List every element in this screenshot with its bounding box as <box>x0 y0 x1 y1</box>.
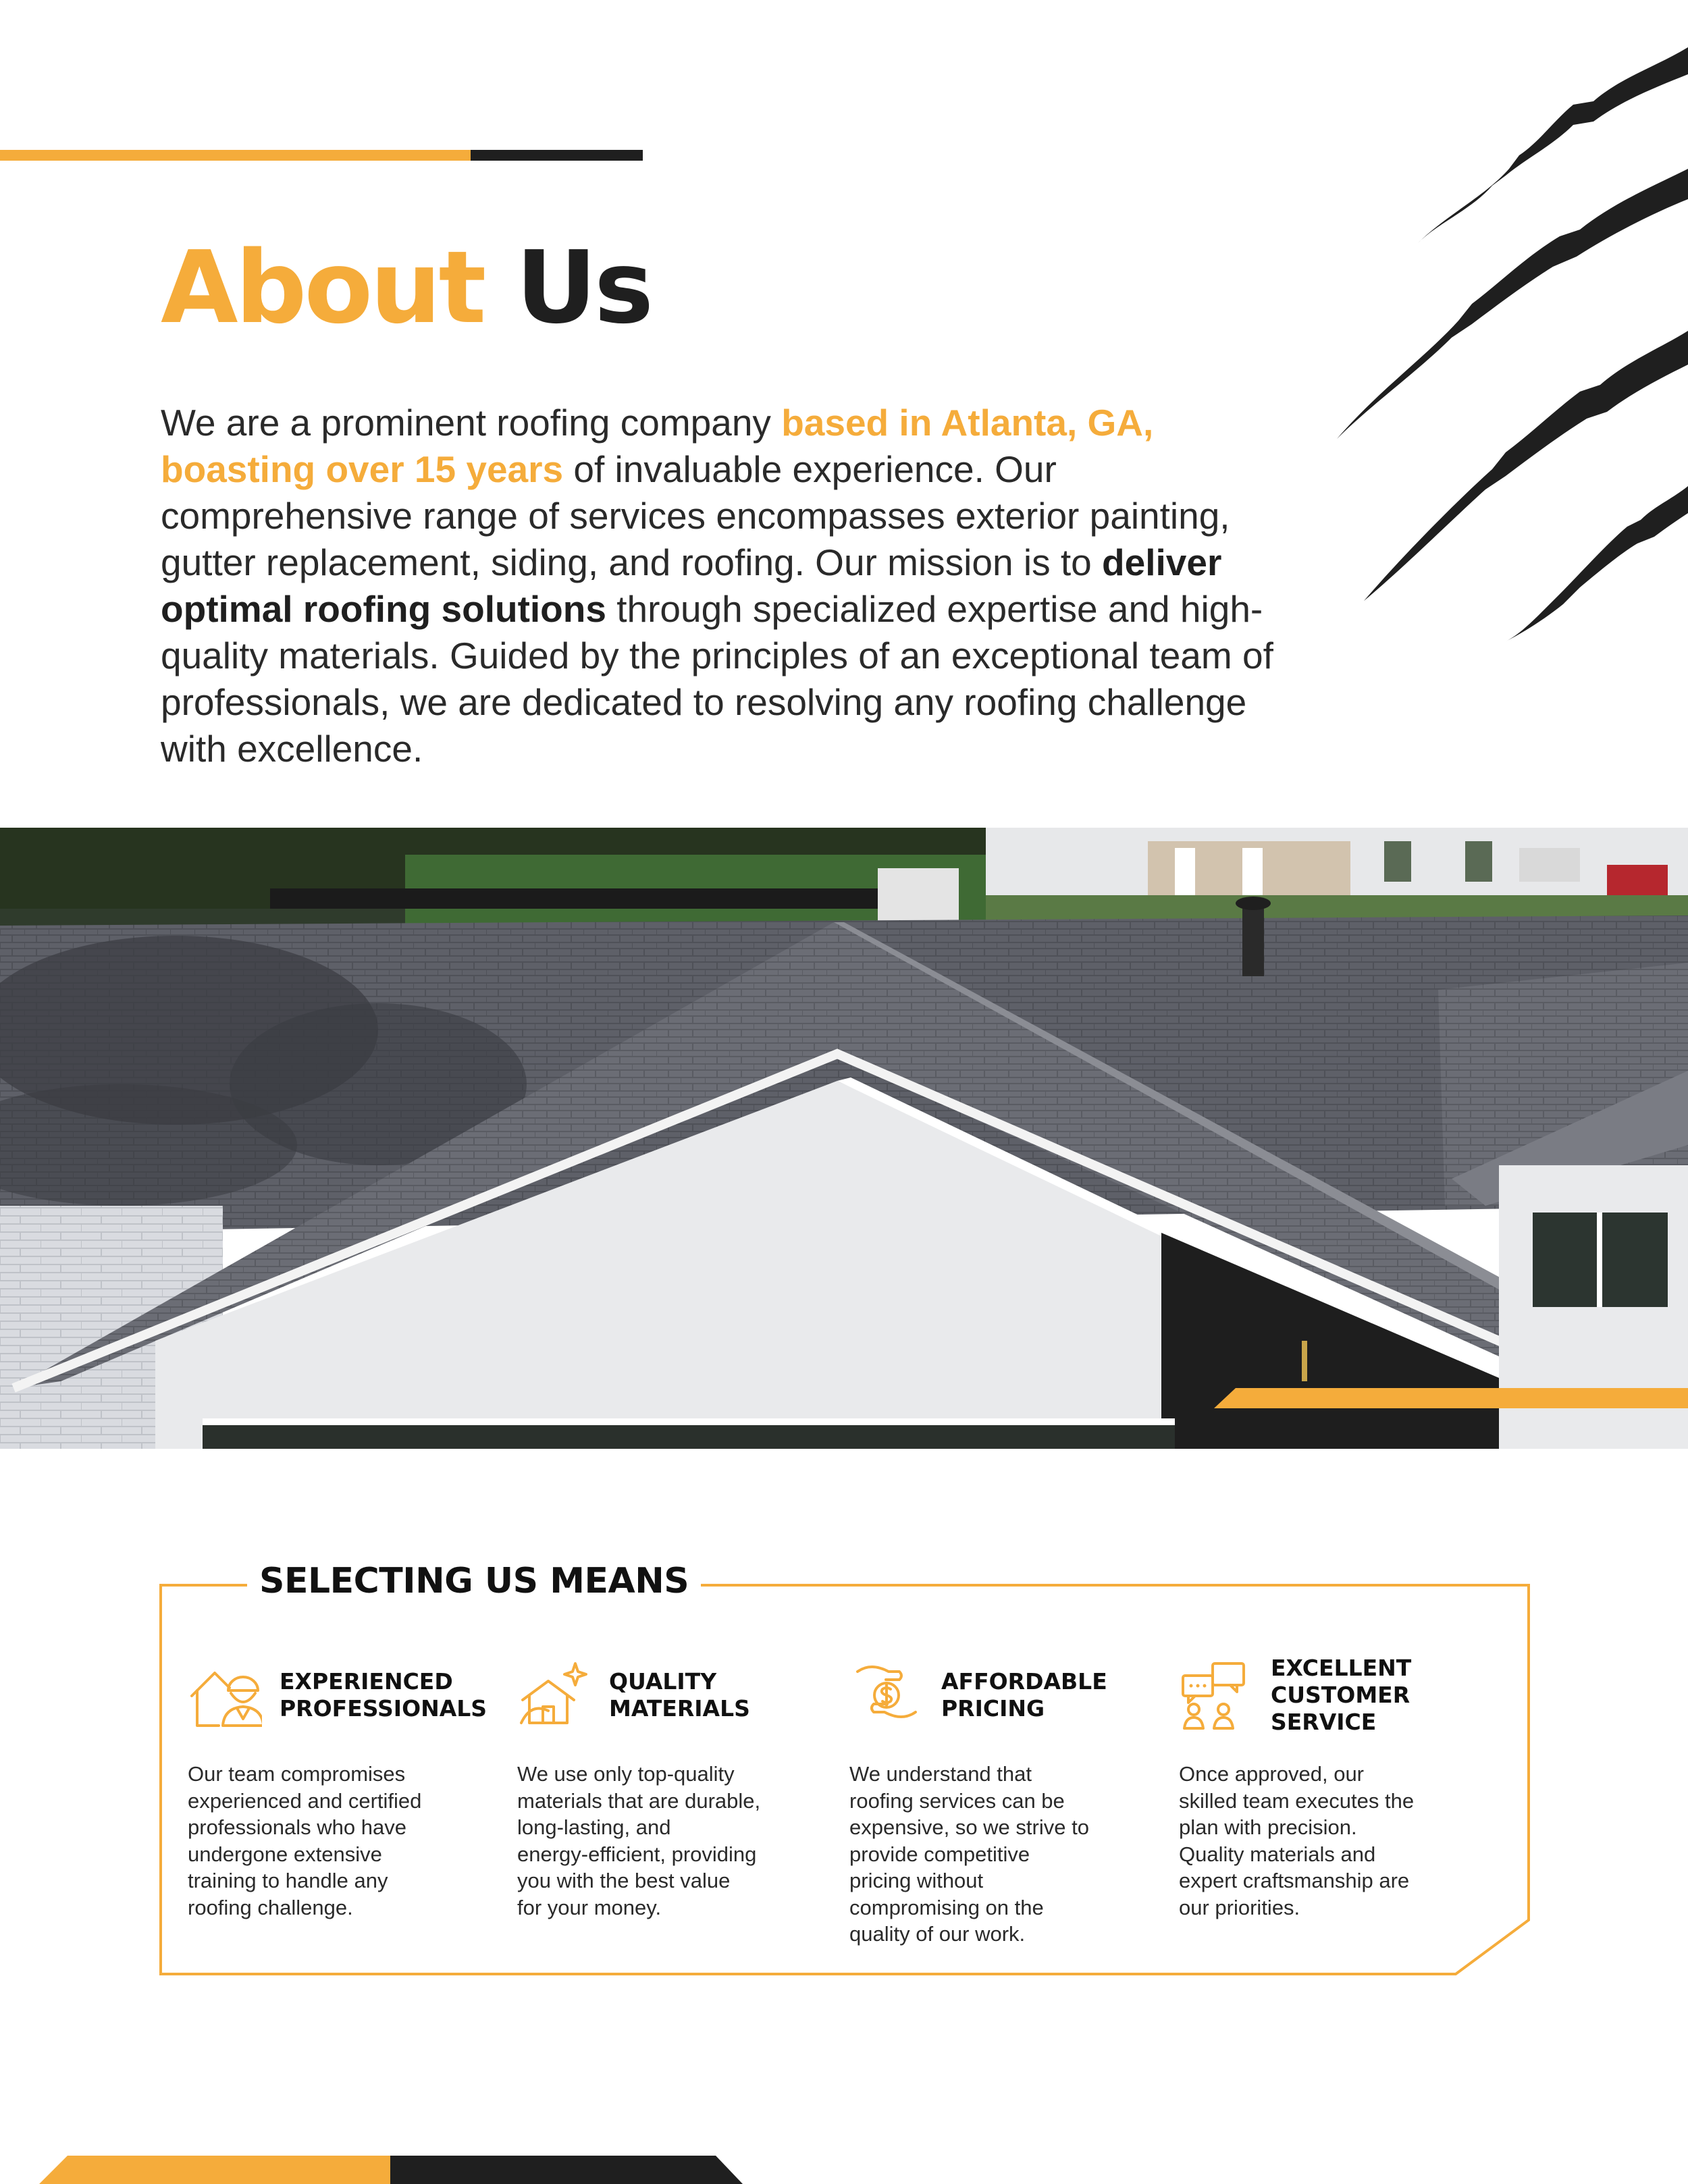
description-line: materials that are durable, <box>517 1788 761 1813</box>
intro-paragraph <box>161 400 1295 772</box>
bottom-accent-bar <box>0 2156 1688 2184</box>
accent-bar-dark <box>471 150 643 161</box>
description-line: quality of our work. <box>849 1922 1026 1946</box>
chat-people-icon <box>1179 1658 1253 1732</box>
description-line: our priorities. <box>1179 1895 1300 1919</box>
top-accent-bar <box>0 150 643 161</box>
description-line: plan with precision. <box>1179 1815 1357 1839</box>
description-line: pricing without <box>849 1869 984 1892</box>
description-line: Quality materials and <box>1179 1842 1376 1866</box>
feature-title-line-1: QUALITY <box>609 1668 717 1695</box>
description-line: roofing services can be <box>849 1788 1065 1813</box>
panel-title: SELECTING US MEANS <box>247 1561 701 1601</box>
feature-experienced-professionals <box>188 1658 505 1921</box>
feature-header <box>188 1658 505 1732</box>
selecting-us-panel <box>159 1561 1530 1975</box>
feature-excellent-customer-service <box>1179 1655 1496 1921</box>
feature-header <box>517 1658 835 1732</box>
feature-title-line-2: PROFESSIONALS <box>280 1695 487 1722</box>
feature-title-line-2: PRICING <box>941 1695 1045 1722</box>
feature-header <box>849 1658 1167 1732</box>
description-line: Our team compromises <box>188 1762 406 1786</box>
worker-house-icon <box>188 1658 262 1732</box>
page-title <box>161 230 652 346</box>
intro-text-3: through specialized expertise and high-quality materials. Guided by the principles of an exceptional team of professionals, we are dedicated to resolving any roofing challenge with excellence. <box>161 588 1273 770</box>
description-line: Once approved, our <box>1179 1762 1365 1786</box>
description-line: provide competitive <box>849 1842 1030 1866</box>
feature-title-line-2: MATERIALS <box>609 1695 750 1722</box>
feature-title <box>280 1668 487 1722</box>
intro-highlight-location: based in Atlanta, GA, boasting over 15 years <box>161 402 1154 490</box>
description-line: professionals who have <box>188 1815 406 1839</box>
sparkle-house-icon <box>517 1658 591 1732</box>
feature-quality-materials <box>517 1658 835 1921</box>
description-line: you with the best value <box>517 1869 731 1892</box>
feature-title <box>609 1668 750 1722</box>
feature-description <box>188 1761 458 1921</box>
feature-title-line-1: EXPERIENCED <box>280 1668 453 1695</box>
feature-title-line-1: EXCELLENT <box>1271 1655 1412 1681</box>
title-word-about: About <box>161 230 484 346</box>
feature-title <box>941 1668 1107 1722</box>
description-line: expert craftsmanship are <box>1179 1869 1410 1892</box>
feature-description <box>1179 1761 1449 1921</box>
hand-dollar-icon <box>849 1658 924 1732</box>
claw-marks-graphic <box>1337 41 1688 648</box>
description-line: skilled team executes the <box>1179 1788 1415 1813</box>
intro-text-1: We are a prominent roofing company <box>161 402 782 444</box>
description-line: experienced and certified <box>188 1788 422 1813</box>
intro-text-2: of invaluable experience. Our comprehensive range of services encompasses exterior painting, gutter replacement, siding, and roofing. Our mission is to <box>161 448 1230 583</box>
feature-title-line-1: AFFORDABLE <box>941 1668 1107 1695</box>
description-line: undergone extensive <box>188 1842 382 1866</box>
title-word-us: Us <box>515 230 652 346</box>
feature-title-line-2: CUSTOMER SERVICE <box>1271 1682 1410 1735</box>
intro-bold-mission: deliver optimal roofing solutions <box>161 541 1222 630</box>
feature-description <box>517 1761 787 1921</box>
description-line: training to handle any <box>188 1869 388 1892</box>
description-line: energy-efficient, providing <box>517 1842 757 1866</box>
description-line: roofing challenge. <box>188 1895 353 1919</box>
feature-description <box>849 1761 1119 1948</box>
feature-affordable-pricing <box>849 1658 1167 1948</box>
feature-title <box>1271 1655 1496 1736</box>
description-line: We understand that <box>849 1762 1032 1786</box>
description-line: We use only top-quality <box>517 1762 735 1786</box>
accent-bar-yellow <box>0 150 471 161</box>
roof-photo <box>0 828 1688 1449</box>
description-line: for your money. <box>517 1895 662 1919</box>
description-line: long-lasting, and <box>517 1815 671 1839</box>
description-line: compromising on the <box>849 1895 1044 1919</box>
description-line: expensive, so we strive to <box>849 1815 1089 1839</box>
feature-header <box>1179 1655 1496 1735</box>
